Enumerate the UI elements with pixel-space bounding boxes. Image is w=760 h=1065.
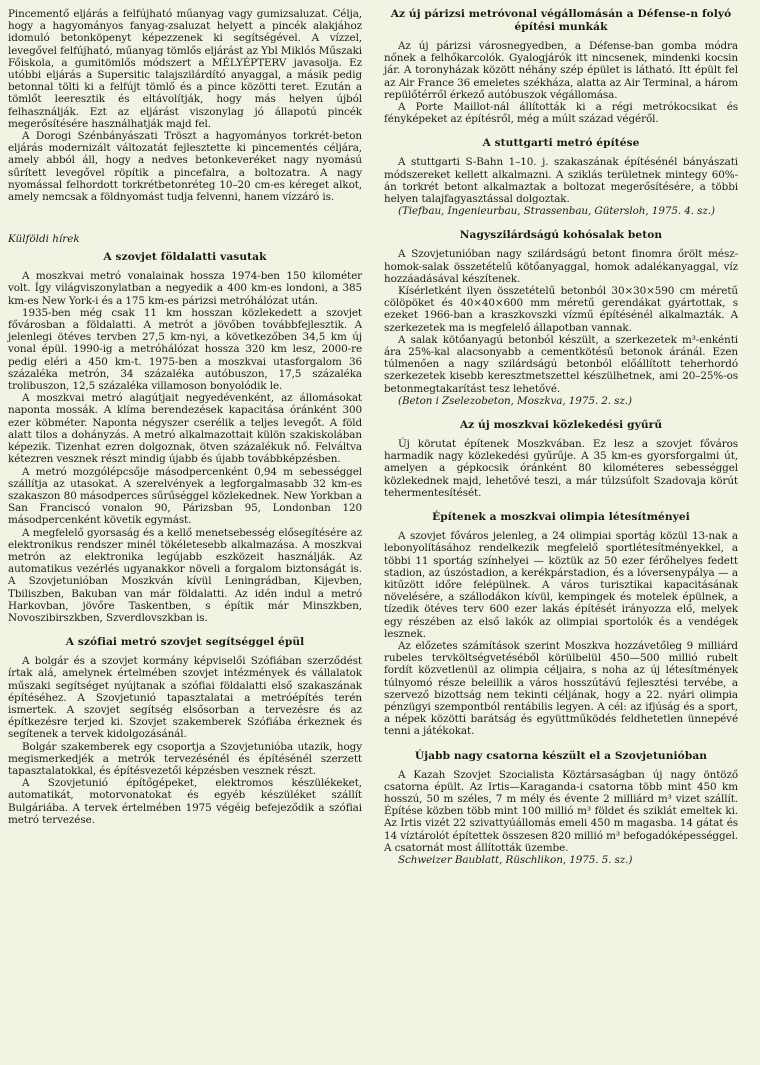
article-paragraph: A szovjet főváros jelenleg, a 24 olimpiai sportág közül 13-nak a lebonyolításához rendelkezik megfelelő sportlétesítményekkel, a többi 11 sportág színhelyei — köztük az 50 ezer férőhelyes fedett stadion, az úszóstadion, a kerékpárstadion, és a lóversenypálya — a kitűzött időre felépülnek. A város turisztikai kapacitásának növelésére, a szállodákon kívül, kempingek és motelek épülnek, a tízedik ötéves terv 600 ezer lakás építését irányozza elő, melyek egy részében az első lakók az olimpiai sportolók és a vendégek lesznek. [384,530,738,640]
article-soviet-metro [8,251,362,624]
intro-paragraph-2: A Dorogi Szénbányászati Tröszt a hagyományos torkrét-beton eljárás modernizált változatát fejlesztette ki pincementés céljára, amely abból áll, hogy a nedves betonkeveréket nagy nyomású sűrített levegővel röpítik a pincefalra, a boltozatra. A nagy nyomással felhordott torkrétbetonréteg 10–20 cm-es kéreget alkot, amely nemcsak a földnyomást tudja felvenni, hanem vízzáró is. [8,130,362,204]
article-paragraph: Új körutat építenek Moszkvában. Ez lesz a szovjet főváros harmadik nagy közlekedési gyűrűje. A 35 km-es gyorsforgalmi út, amelyen a gépkocsik óránként 80 kilométeres sebességgel közlekednek majd, lehetővé teszi, a már túlzsúfolt Szadovaja körút tehermentesítését. [384,438,738,499]
article-sofia-metro [8,636,362,826]
article-paragraph: A bolgár és a szovjet kormány képviselői Szófiában szerződést írtak alá, amelynek értelmében szovjet intézmények és vállalatok műszaki segítséget nyújtanak a szófiai földalatti első szakaszának építéséhez. A Szovjetunió tapasztalatai a metróépítés terén ismertek. A szovjet segítség elsősorban a tervezésre és az építkezésre terjed ki. Szovjet szakemberek Szófiába érkeznek és segítenek a tervek kidolgozásánál. [8,655,362,741]
source-citation: (Tiefbau, Ingenieurbau, Strassenbau, Gütersloh, 1975. 4. sz.) [398,205,715,218]
article-heading: Nagyszilárdságú kohósalak beton [459,229,663,242]
article-heading: A szófiai metró szovjet segítséggel épül [65,636,305,649]
article-paris-metro [384,8,738,125]
article-paragraph: A Porte Maillot-nál állították ki a régi metrókocsikat és fényképeket az építésről, még a múlt század végéről. [384,101,738,126]
article-heading: A szovjet földalatti vasutak [103,251,267,264]
article-paragraph: A moszkvai metró vonalainak hossza 1974-ben 150 kilométer volt. Így világviszonylatban a negyedik a 400 km-es londoni, a 385 km-es New York-i és a 175 km-es párizsi metróhálózat után. [8,270,362,307]
intro-paragraph-1: Pincementő eljárás a felfújható műanyag vagy gumizsaluzat. Célja, hogy a hagyományos fanyag-zsaluzat helyett a pincék alakjához idomuló betonköpenyt képezzenek ki segítségével. A vízzel, levegővel felfújható, műanyag tömlős eljárást az Ybl Miklós Műszaki Főiskola, a gumitömlős módszert a MÉLYÉPTERV javasolja. Ez utóbbi eljárás a Supersitic talajszilárdító anyaggal, a másik pedig betonnal tölti ki a felfújt tömlő és a pince közötti teret. Ezután a tömlőt leeresztik és eltávolítják, hogy más helyen újból felhasználják. Ezt az eljárást viszonylag jó állapotú pincék megerősítésére használhatják majd fel. [8,8,362,130]
left-column [8,8,362,1065]
article-paragraph: Kísérletként ilyen összetételű betonból 30×30×590 cm méretű cölöpöket és 40×40×600 mm méretű gerendákat gyártottak, s ezeket 1966-ban a kraszkovszki vízmű építésénél alkalmazták. A szerkezetek ma is megfelelő állapotban vannak. [384,285,738,334]
article-stuttgart-metro [384,137,738,217]
article-heading: A stuttgarti metró építése [482,137,640,150]
article-heading: Az új párizsi metróvonal végállomásán a Défense-n folyó építési munkák [390,8,732,33]
article-paragraph: A moszkvai metró alagútjait negyedévenként, az állomásokat naponta mossák. A klíma berendezések kapacitása óránként 300 ezer köbméter. Naponta négyszer cserélik a teljes levegőt. A föld alatt tilos a dohányzás. A metró alkalmazottait külön szakiskolában képezik. Tizenhat ezren dolgoznak, ötven százalékuk nő. Felváltva kétezren vesznek részt mindig újabb és újabb továbbképzésben. [8,392,362,466]
intro-section [8,8,362,203]
article-paragraph: A metró mozgólépcsője másodpercenként 0,94 m sebességgel szállítja az utasokat. A szerelvények a legforgalmasabb 32 km-es szakaszon 80 másodperces sűrűséggel közlekednek. New Yorkban a San Franciscó vonalon 90, Párizsban 95, Londonban 120 másodpercenként követik egymást. [8,465,362,527]
section-rubric: Külföldi hírek [8,233,80,246]
article-heading: Újabb nagy csatorna készült el a Szovjetunióban [414,749,708,762]
article-slag-concrete [384,229,738,407]
article-paragraph: Az előzetes számítások szerint Moszkva hozzávetőleg 9 milliárd rubeles tervköltségvetéséből körülbelül 450—500 millió rubelt fordít közvetlenül az olimpia céljaira, s noha az új létesítmények túlnyomó része beleillik a város hosszútávú fejlesztési tervébe, a szervező bizottság nem tekinti céljának, hogy a 22. nyári olimpia pénzügyi szempontból rentábilis legyen. A cél: az ifjúság és a sport, a népek közötti barátság és együttműködés feldhetetlen ünnepévé tenni a játékokat. [384,639,738,738]
article-paragraph: 1935-ben még csak 11 km hosszan közlekedett a szovjet fővárosban a földalatti. A metrót a jövőben továbbfejlesztik. A jelenlegi ötéves tervben 27,5 km-nyi, a következőben 34,5 km új vonal épül. 1990-ig a metróhálózat hossza 320 km lesz, 2000-re pedig eléri a 450 km-t. 1975-ben a moszkvai utasforgalom 36 százaléka metrón, 34 százaléka autóbuszon, 17,5 százaléka trolibuszon, 12,5 százaléka villamoson bonyolódik le. [8,306,362,393]
article-paragraph: A Szovjetunióban nagy szilárdságú betont finomra őrölt mész-homok-salak összetételű kötőanyaggal, homok adalékanyaggal, víz hozzáadásával készítenek. [384,248,738,285]
article-new-canal [384,750,738,867]
article-paragraph: A salak kötőanyagú betonból készült, a szerkezetek m³-enkénti ára 25%-kal alacsonyabb a cementkötésű betonok áránál. Ezen túlmenően a nagy szilárdságú betonból előállított teherhordó szerkezetek kisebb keresztmetszettel készülhetnek, ami 20–25%-os betonmegtakarítást tesz lehetővé. [384,333,738,395]
article-heading: Az új moszkvai közlekedési gyűrű [459,419,663,432]
article-paragraph: Bolgár szakemberek egy csoportja a Szovjetunióba utazik, hogy megismerkedjék a metrók tervezésénél és építésénél szerzett tapasztalatokkal, és építésvezetői képzésben vesznek részt. [8,740,362,777]
article-paragraph: A megfelelő gyorsaság és a kellő menetsebesség elősegítésére az elektronikus rendszer minél tökéletesebb alkalmazása. A moszkvai metrón az elektronika legújabb eszközeit használják. Az automatikus vezérlés ugyanakkor növeli a forgalom biztonságát is. A Szovjetunióban Moszkván kívül Leningrádban, Kijevben, Tbiliszben, Bakuban van már földalatti. Az idén indul a metró Harkovban, jövőre Taskentben, s építik már Minszkben, Novoszibirszkben, Szverdlovszkban is. [8,526,362,624]
article-paragraph: A stuttgarti S-Bahn 1–10. j. szakaszának építésénél bányászati módszereket kellett alkalmazni. A sziklás területnek mintegy 60%-án torkrét betont alkalmaztak a boltozat megerősítésére, a többi helyen talajfagyasztással dolgoztak. [384,156,738,206]
article-paragraph: A Szovjetunió építőgépeket, elektromos készülékeket, automatikát, motorvonatokat és egyéb készüléket szállít Bulgáriába. A tervek értelmében 1975 végéig befejeződik a szófiai metró tervezése. [8,777,362,826]
source-citation: (Beton i Zselezobeton, Moszkva, 1975. 2. sz.) [398,394,632,407]
source-citation: Schweizer Baublatt, Rüschlikon, 1975. 5. sz.) [398,853,633,866]
right-column [384,8,738,1065]
article-moscow-ring [384,419,738,499]
article-moscow-olympics [384,511,738,737]
article-paragraph: Az új párizsi városnegyedben, a Défense-ban gomba módra nőnek a felhőkarcolók. Gyalogjárók itt nincsenek, mindenki kocsin jár. A toronyházak között néhány szép épület is látható. Itt épült fel az Air France 36 emeletes székháza, alatta az Air Terminal, a három repülőtérről érkező autóbuszok végállomása. [384,40,738,101]
article-paragraph: A Kazah Szovjet Szocialista Köztársaságban új nagy öntöző csatorna épült. Az Irtis—Karaganda-i csatorna több mint 450 km hosszú, 50 m széles, 7 m mély és évente 2 milliárd m³ vizet szállít. Építése közben több mint 100 millió m³ földet és sziklát emeltek ki. Az Irtis vizét 22 szivattyúállomás emeli 450 m magasba. 14 gátat és 14 víztárolót építettek összesen 820 millió m³ befogadóképességgel. A csatornát most állították üzembe. [384,768,738,854]
article-heading: Építenek a moszkvai olimpia létesítményei [432,511,690,524]
